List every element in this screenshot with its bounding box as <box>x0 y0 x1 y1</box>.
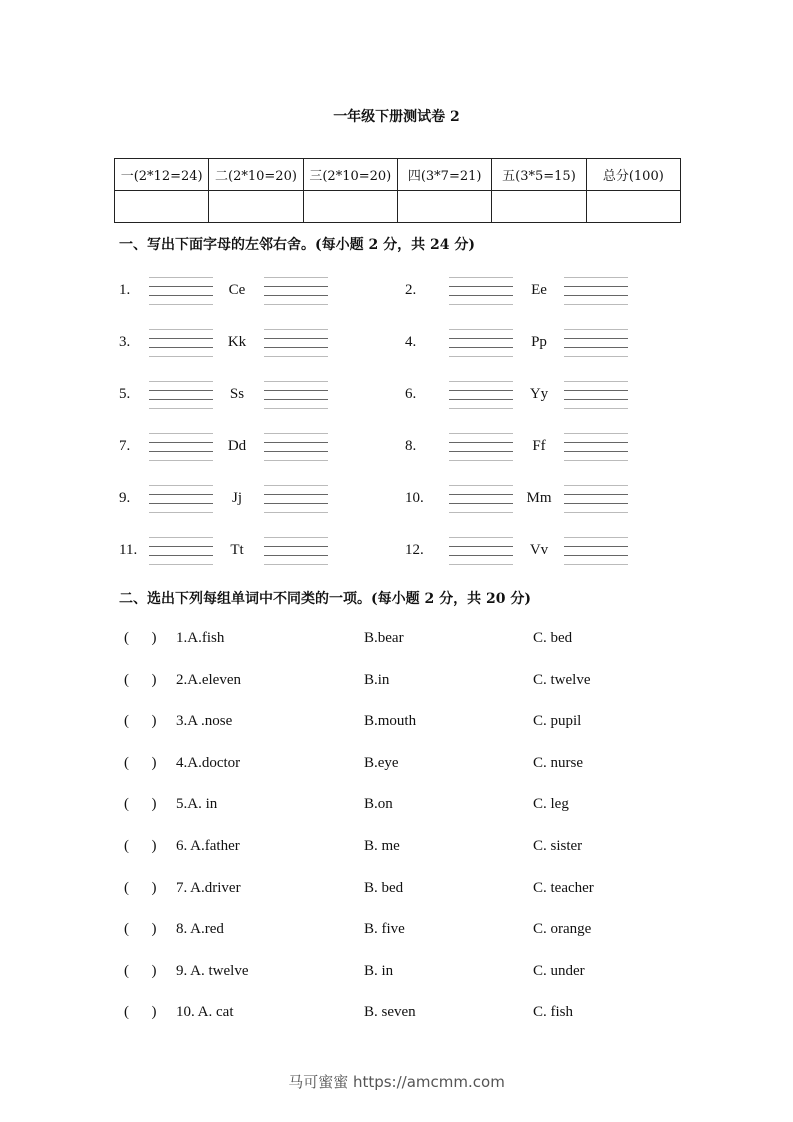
section-1-title: 一、写出下面字母的左邻右舍。(每小题 2 分，共 24 分) <box>119 237 475 253</box>
writing-line <box>449 277 513 278</box>
score-cell-3[interactable] <box>303 191 397 223</box>
writing-line <box>564 399 628 400</box>
writing-line <box>149 295 213 296</box>
writing-line <box>264 485 328 486</box>
answer-paren[interactable]: ( ) <box>124 921 157 937</box>
writing-line <box>564 555 628 556</box>
item-number: 3. <box>119 334 131 350</box>
writing-line <box>564 338 628 339</box>
writing-line <box>449 329 513 330</box>
writing-line <box>449 442 513 443</box>
writing-line <box>449 433 513 434</box>
item-number: 5. <box>119 386 131 402</box>
given-letter: Ff <box>532 438 546 454</box>
score-header-5: 五(3*5=15) <box>492 159 586 191</box>
writing-line <box>264 295 328 296</box>
left-neighbor-blank-9[interactable] <box>149 485 213 519</box>
writing-line <box>449 347 513 348</box>
writing-line <box>564 381 628 382</box>
answer-paren[interactable]: ( ) <box>124 838 157 854</box>
score-cell-2[interactable] <box>209 191 303 223</box>
writing-line <box>449 356 513 357</box>
writing-line <box>449 564 513 565</box>
writing-line <box>449 485 513 486</box>
item-number: 8. <box>405 438 417 454</box>
option-c: C. leg <box>533 796 569 812</box>
writing-line <box>564 537 628 538</box>
writing-line <box>264 286 328 287</box>
score-table <box>114 158 681 223</box>
score-table-header-row <box>115 159 681 191</box>
writing-line <box>449 381 513 382</box>
writing-line <box>449 494 513 495</box>
left-neighbor-blank-12[interactable] <box>449 537 513 571</box>
writing-line <box>564 503 628 504</box>
option-c: C. orange <box>533 921 592 937</box>
writing-line <box>449 512 513 513</box>
given-letter: Kk <box>227 334 247 350</box>
writing-line <box>264 555 328 556</box>
writing-line <box>449 460 513 461</box>
answer-paren[interactable]: ( ) <box>124 796 157 812</box>
score-cell-total[interactable] <box>586 191 680 223</box>
writing-line <box>264 433 328 434</box>
writing-line <box>149 399 213 400</box>
writing-line <box>149 564 213 565</box>
writing-line <box>149 442 213 443</box>
writing-line <box>449 503 513 504</box>
option-a: 10. A. cat <box>176 1004 234 1020</box>
writing-line <box>149 485 213 486</box>
writing-line <box>149 546 213 547</box>
writing-line <box>564 460 628 461</box>
writing-line <box>449 555 513 556</box>
left-neighbor-blank-2[interactable] <box>449 277 513 311</box>
score-table-blank-row <box>115 191 681 223</box>
option-b: B.bear <box>364 630 404 646</box>
option-b: B. seven <box>364 1004 416 1020</box>
writing-line <box>564 512 628 513</box>
item-number: 1. <box>119 282 131 298</box>
writing-line <box>564 451 628 452</box>
writing-line <box>564 304 628 305</box>
given-letter: Tt <box>230 542 244 558</box>
writing-line <box>149 286 213 287</box>
writing-line <box>564 390 628 391</box>
option-c: C. sister <box>533 838 583 854</box>
writing-line <box>149 503 213 504</box>
option-a: 1.A.fish <box>176 630 225 646</box>
left-neighbor-blank-6[interactable] <box>449 381 513 415</box>
given-letter: Ce <box>228 282 246 298</box>
writing-line <box>264 546 328 547</box>
right-neighbor-blank-9[interactable] <box>264 485 328 519</box>
option-a: 8. A.red <box>176 921 224 937</box>
right-neighbor-blank-6[interactable] <box>564 381 628 415</box>
left-neighbor-blank-8[interactable] <box>449 433 513 467</box>
answer-paren[interactable]: ( ) <box>124 755 157 771</box>
writing-line <box>149 390 213 391</box>
answer-paren[interactable]: ( ) <box>124 713 157 729</box>
option-a: 6. A.father <box>176 838 240 854</box>
answer-paren[interactable]: ( ) <box>124 630 157 646</box>
writing-line <box>264 329 328 330</box>
writing-line <box>149 356 213 357</box>
right-neighbor-blank-4[interactable] <box>564 329 628 363</box>
writing-line <box>149 304 213 305</box>
writing-line <box>449 537 513 538</box>
left-neighbor-blank-1[interactable] <box>149 277 213 311</box>
option-a: 3.A .nose <box>176 713 233 729</box>
writing-line <box>564 277 628 278</box>
writing-line <box>264 304 328 305</box>
right-neighbor-blank-10[interactable] <box>564 485 628 519</box>
left-neighbor-blank-11[interactable] <box>149 537 213 571</box>
writing-line <box>149 451 213 452</box>
given-letter: Ee <box>531 282 547 298</box>
writing-line <box>264 512 328 513</box>
writing-line <box>449 399 513 400</box>
writing-line <box>264 494 328 495</box>
right-neighbor-blank-5[interactable] <box>264 381 328 415</box>
writing-line <box>449 295 513 296</box>
option-c: C. twelve <box>533 672 591 688</box>
option-b: B. me <box>364 838 400 854</box>
option-c: C. under <box>533 963 585 979</box>
section-2-title: 二、选出下列每组单词中不同类的一项。(每小题 2 分，共 20 分) <box>119 591 531 607</box>
footer-watermark: 马可蜜蜜 https://amcmm.com <box>288 1073 505 1091</box>
right-neighbor-blank-12[interactable] <box>564 537 628 571</box>
option-b: B.eye <box>364 755 399 771</box>
right-neighbor-blank-2[interactable] <box>564 277 628 311</box>
writing-line <box>149 433 213 434</box>
writing-line <box>564 286 628 287</box>
right-neighbor-blank-1[interactable] <box>264 277 328 311</box>
left-neighbor-blank-5[interactable] <box>149 381 213 415</box>
writing-line <box>449 338 513 339</box>
item-number: 11. <box>119 542 138 558</box>
right-neighbor-blank-8[interactable] <box>564 433 628 467</box>
left-neighbor-blank-3[interactable] <box>149 329 213 363</box>
writing-line <box>149 329 213 330</box>
option-a: 2.A.eleven <box>176 672 241 688</box>
writing-line <box>264 460 328 461</box>
left-neighbor-blank-4[interactable] <box>449 329 513 363</box>
left-neighbor-blank-10[interactable] <box>449 485 513 519</box>
writing-line <box>264 399 328 400</box>
option-a: 5.A. in <box>176 796 218 812</box>
writing-line <box>149 460 213 461</box>
writing-line <box>149 277 213 278</box>
answer-paren[interactable]: ( ) <box>124 672 157 688</box>
writing-line <box>449 286 513 287</box>
score-header-4: 四(3*7=21) <box>397 159 491 191</box>
score-header-1: 一(2*12=24) <box>115 159 209 191</box>
writing-line <box>564 485 628 486</box>
writing-line <box>264 347 328 348</box>
given-letter: Dd <box>227 438 247 454</box>
writing-line <box>149 347 213 348</box>
writing-line <box>564 329 628 330</box>
writing-line <box>564 546 628 547</box>
score-header-total: 总分(100) <box>586 159 680 191</box>
writing-line <box>264 408 328 409</box>
writing-line <box>264 564 328 565</box>
writing-line <box>564 295 628 296</box>
answer-paren[interactable]: ( ) <box>124 963 157 979</box>
writing-line <box>564 494 628 495</box>
right-neighbor-blank-11[interactable] <box>264 537 328 571</box>
option-c: C. bed <box>533 630 573 646</box>
option-c: C. fish <box>533 1004 574 1020</box>
writing-line <box>149 555 213 556</box>
given-letter: Mm <box>526 490 552 506</box>
score-cell-5[interactable] <box>492 191 586 223</box>
writing-line <box>564 356 628 357</box>
writing-line <box>264 537 328 538</box>
option-b: B.on <box>364 796 393 812</box>
right-neighbor-blank-3[interactable] <box>264 329 328 363</box>
option-b: B. bed <box>364 880 404 896</box>
item-number: 12. <box>405 542 424 558</box>
writing-line <box>564 408 628 409</box>
option-c: C. nurse <box>533 755 583 771</box>
answer-paren[interactable]: ( ) <box>124 880 157 896</box>
item-number: 10. <box>405 490 424 506</box>
writing-line <box>149 537 213 538</box>
answer-paren[interactable]: ( ) <box>124 1004 157 1020</box>
writing-line <box>149 494 213 495</box>
writing-line <box>264 451 328 452</box>
item-number: 6. <box>405 386 417 402</box>
writing-line <box>564 433 628 434</box>
page-title: 一年级下册测试卷 2 <box>333 109 460 125</box>
score-header-3: 三(2*10=20) <box>303 159 397 191</box>
writing-line <box>264 277 328 278</box>
option-b: B. five <box>364 921 405 937</box>
item-number: 4. <box>405 334 417 350</box>
option-a: 4.A.doctor <box>176 755 241 771</box>
option-b: B.in <box>364 672 390 688</box>
writing-line <box>264 381 328 382</box>
score-cell-1[interactable] <box>115 191 209 223</box>
given-letter: Ss <box>229 386 245 402</box>
writing-line <box>149 408 213 409</box>
writing-line <box>449 546 513 547</box>
given-letter: Jj <box>231 490 242 506</box>
option-b: B.mouth <box>364 713 417 729</box>
option-b: B. in <box>364 963 394 979</box>
item-number: 9. <box>119 490 131 506</box>
left-neighbor-blank-7[interactable] <box>149 433 213 467</box>
item-number: 7. <box>119 438 131 454</box>
score-header-2: 二(2*10=20) <box>209 159 303 191</box>
writing-line <box>264 390 328 391</box>
writing-line <box>564 347 628 348</box>
given-letter: Yy <box>529 386 549 402</box>
writing-line <box>264 338 328 339</box>
writing-line <box>264 503 328 504</box>
option-a: 7. A.driver <box>176 880 241 896</box>
writing-line <box>264 356 328 357</box>
writing-line <box>449 304 513 305</box>
given-letter: Pp <box>531 334 547 350</box>
option-c: C. pupil <box>533 713 582 729</box>
item-number: 2. <box>405 282 417 298</box>
writing-line <box>449 408 513 409</box>
writing-line <box>564 564 628 565</box>
right-neighbor-blank-7[interactable] <box>264 433 328 467</box>
writing-line <box>149 338 213 339</box>
writing-line <box>149 512 213 513</box>
writing-line <box>564 442 628 443</box>
option-a: 9. A. twelve <box>176 963 249 979</box>
writing-line <box>449 451 513 452</box>
given-letter: Vv <box>529 542 549 558</box>
writing-line <box>149 381 213 382</box>
option-c: C. teacher <box>533 880 594 896</box>
score-cell-4[interactable] <box>397 191 491 223</box>
writing-line <box>264 442 328 443</box>
writing-line <box>449 390 513 391</box>
